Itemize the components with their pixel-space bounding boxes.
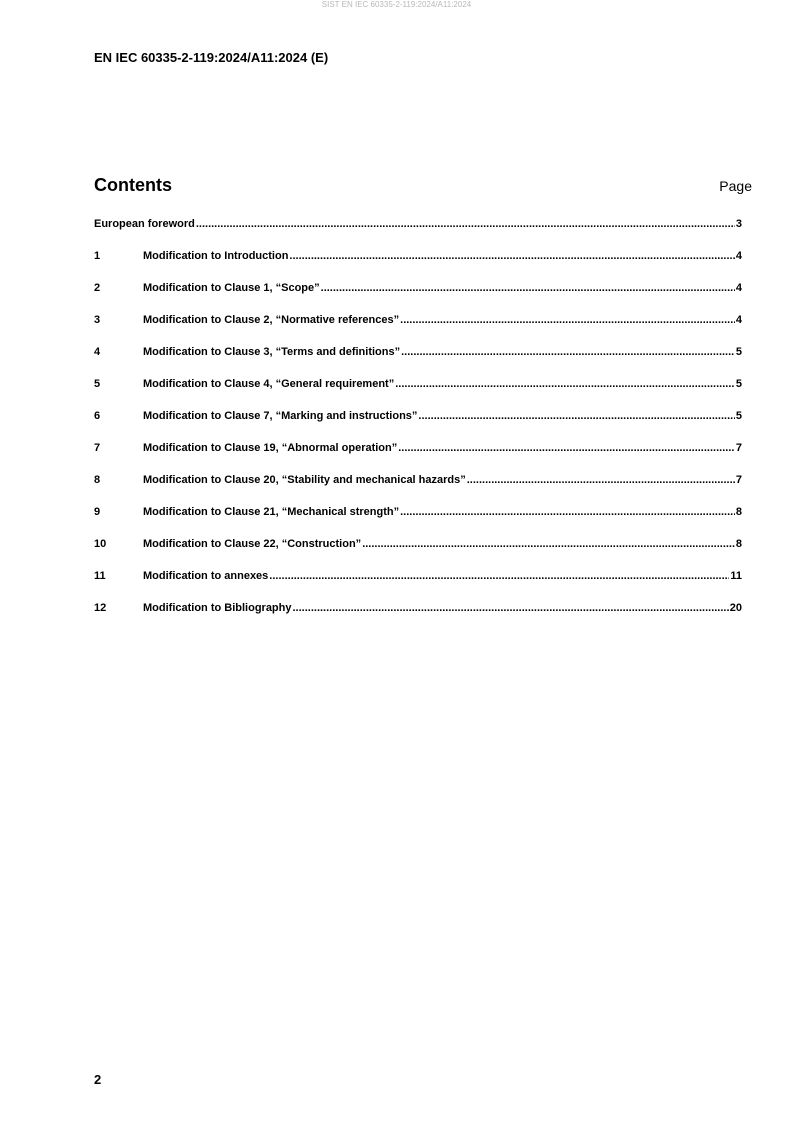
toc-entry-page: 8 [735, 538, 742, 550]
toc-entry-2[interactable] [94, 281, 742, 313]
toc-entry-title: Modification to Introduction [143, 250, 289, 262]
contents-heading-row [94, 174, 752, 196]
page-number: 2 [94, 1072, 102, 1087]
toc-entry-number: 5 [94, 378, 101, 390]
toc-entry-title: Modification to Clause 21, “Mechanical strength” [143, 506, 400, 518]
toc-entry-1[interactable] [94, 249, 742, 281]
toc-entry-page: 8 [735, 506, 742, 518]
toc-entry-7[interactable] [94, 441, 742, 473]
table-of-contents [94, 217, 742, 633]
page-column-label: Page [719, 178, 752, 194]
toc-entry-title: Modification to Clause 4, “General requirement” [143, 378, 395, 390]
toc-dot-leader [400, 313, 735, 327]
document-id-header: EN IEC 60335-2-119:2024/A11:2024 (E) [94, 50, 329, 65]
toc-entry-page: 4 [735, 250, 742, 262]
toc-entry-title: Modification to Clause 7, “Marking and instructions” [143, 410, 418, 422]
toc-entry-4[interactable] [94, 345, 742, 377]
watermark-text: SIST EN IEC 60335-2-119:2024/A11:2024 [321, 0, 472, 9]
toc-entry-title: Modification to Clause 3, “Terms and definitions” [143, 346, 401, 358]
toc-entry-10[interactable] [94, 537, 742, 569]
toc-entry-number: 9 [94, 506, 101, 518]
toc-entry-title: Modification to Bibliography [143, 602, 292, 614]
toc-entry-6[interactable] [94, 409, 742, 441]
toc-dot-leader [398, 441, 735, 455]
toc-dot-leader [293, 601, 729, 615]
toc-dot-leader [321, 281, 735, 295]
toc-entry-title: Modification to Clause 1, “Scope” [143, 282, 320, 294]
toc-dot-leader [289, 249, 734, 263]
toc-entry-page: 7 [735, 442, 742, 454]
toc-entry-page: 7 [735, 474, 742, 486]
toc-entry-page: 5 [735, 378, 742, 390]
toc-dot-leader [395, 377, 735, 391]
toc-entry-number: 2 [94, 282, 101, 294]
toc-entry-title: European foreword [94, 218, 195, 230]
toc-dot-leader [269, 569, 729, 583]
toc-entry-european-foreword[interactable] [94, 217, 742, 249]
toc-entry-9[interactable] [94, 505, 742, 537]
toc-entry-number: 7 [94, 442, 101, 454]
toc-entry-page: 4 [735, 314, 742, 326]
toc-entry-page: 11 [730, 570, 742, 582]
toc-dot-leader [401, 345, 735, 359]
toc-dot-leader [362, 537, 735, 551]
toc-entry-page: 4 [735, 282, 742, 294]
toc-entry-page: 20 [729, 602, 742, 614]
toc-entry-8[interactable] [94, 473, 742, 505]
toc-entry-page: 5 [735, 410, 742, 422]
toc-entry-title: Modification to Clause 22, “Construction” [143, 538, 362, 550]
toc-entry-number: 1 [94, 250, 101, 262]
toc-entry-title: Modification to Clause 2, “Normative references” [143, 314, 400, 326]
toc-dot-leader [196, 217, 735, 231]
toc-entry-title: Modification to Clause 19, “Abnormal operation” [143, 442, 398, 454]
toc-entry-11[interactable] [94, 569, 742, 601]
toc-entry-5[interactable] [94, 377, 742, 409]
toc-entry-page: 3 [735, 218, 742, 230]
toc-dot-leader [400, 505, 735, 519]
toc-entry-3[interactable] [94, 313, 742, 345]
toc-entry-title: Modification to Clause 20, “Stability and mechanical hazards” [143, 474, 466, 486]
toc-entry-title: Modification to annexes [143, 570, 269, 582]
toc-entry-number: 6 [94, 410, 101, 422]
toc-entry-number: 4 [94, 346, 101, 358]
contents-title: Contents [94, 175, 172, 195]
toc-dot-leader [418, 409, 734, 423]
toc-dot-leader [467, 473, 735, 487]
toc-entry-number: 11 [94, 570, 106, 582]
toc-entry-number: 10 [94, 538, 107, 550]
toc-entry-number: 12 [94, 602, 107, 614]
toc-entry-number: 8 [94, 474, 101, 486]
toc-entry-12[interactable] [94, 601, 742, 633]
toc-entry-page: 5 [735, 346, 742, 358]
toc-entry-number: 3 [94, 314, 101, 326]
